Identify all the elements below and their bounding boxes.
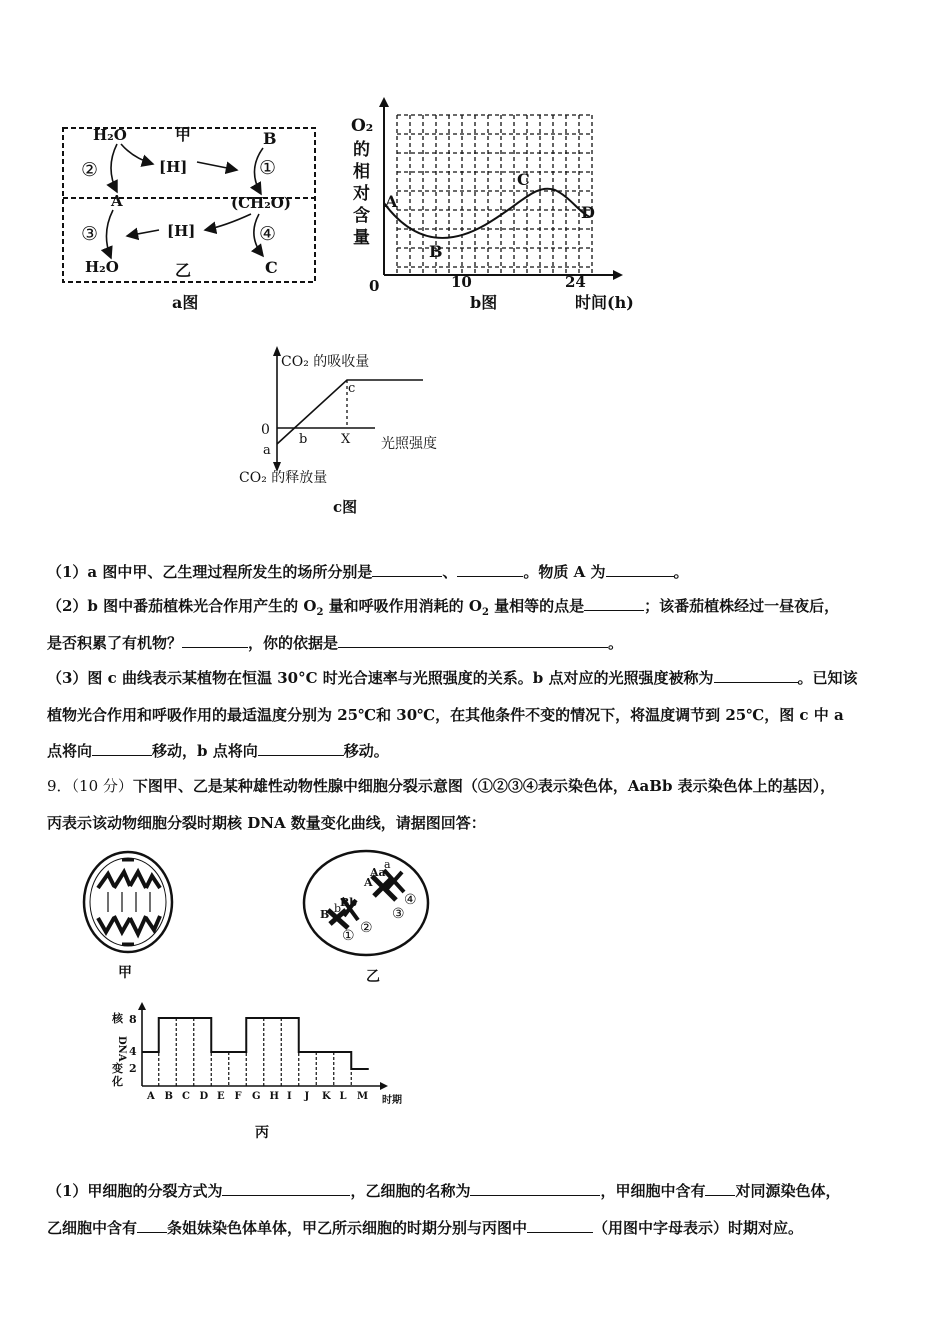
- blank-q8-9[interactable]: [258, 741, 344, 756]
- num-4: ④: [404, 892, 417, 908]
- label-num4: ④: [259, 223, 277, 245]
- q9-line-1: 9．（10 分）下图甲、乙是某种雄性动物性腺中细胞分裂示意图（①②③④表示染色体，AaBb 表示染色体上的基因），: [47, 777, 836, 795]
- cell-jia-caption: 甲: [118, 965, 132, 981]
- bing-period-C: C: [182, 1091, 190, 1102]
- num-2: ②: [360, 920, 373, 936]
- c-y-bottom-label: CO₂ 的释放量: [239, 470, 328, 486]
- q8-line-5: 植物光合作用和呼吸作用的最适温度分别为 25℃和 30℃，在其他条件不变的情况下，将温度调节到 25℃，图 c 中 a: [47, 706, 844, 724]
- b-curve: [384, 189, 590, 238]
- b-tick-0: 0: [369, 277, 380, 295]
- cell-jia-membrane: [84, 852, 172, 952]
- bing-ylabel-1: DNA: [116, 1036, 127, 1062]
- figure-b: [345, 95, 655, 295]
- b-tick-24: 24: [565, 273, 586, 291]
- figure-c-caption: c图: [333, 498, 358, 516]
- b-ylabel-5: 量: [353, 228, 370, 248]
- q8-line-1: （1）a 图中甲、乙生理过程所发生的场所分别是 、 。物质 A 为 。: [47, 563, 689, 581]
- bing-ytick-8: 8: [129, 1013, 137, 1026]
- b-ylabel-4: 含: [353, 206, 370, 226]
- chromosome-bottom-4: [146, 916, 160, 930]
- label-num2: ②: [81, 159, 99, 181]
- blank-q8-1[interactable]: [372, 562, 442, 577]
- chromosome-top-1: [98, 874, 114, 888]
- blank-q8-4[interactable]: [584, 596, 644, 611]
- b-tick-10: 10: [451, 273, 472, 291]
- gene-a: a: [384, 858, 391, 871]
- cell-yi-caption: 乙: [366, 969, 380, 985]
- q8-line-3: 是否积累了有机物？ ，你的依据是 。: [47, 634, 624, 652]
- chromosome-top-2: [114, 872, 130, 888]
- gene-bb: Bb: [340, 896, 357, 909]
- label-h-top: [H]: [159, 158, 188, 176]
- num-3: ③: [392, 906, 405, 922]
- label-num3: ③: [81, 223, 99, 245]
- blank-q9-2[interactable]: [470, 1181, 600, 1196]
- bing-ylabel-0: 核: [112, 1012, 123, 1025]
- label-h2o-top: H₂O: [93, 126, 127, 144]
- gene-a-big: A: [364, 876, 373, 889]
- q9-line-2: 丙表示该动物细胞分裂时期核 DNA 数量变化曲线，请据图回答：: [47, 814, 486, 832]
- bing-xlabel: 时期: [382, 1095, 402, 1106]
- bing-ytick-2: 2: [129, 1062, 137, 1075]
- bing-periods: [146, 1091, 368, 1102]
- blank-q9-4[interactable]: [137, 1218, 167, 1233]
- chromosome-bottom-1: [98, 918, 114, 932]
- bing-period-I: I: [287, 1091, 292, 1102]
- bing-period-M: M: [357, 1091, 369, 1102]
- figure-bing: [100, 1000, 420, 1110]
- b-ylabel-2: 相: [353, 162, 370, 182]
- bing-y-arrow: [138, 1002, 146, 1010]
- bing-period-B: B: [164, 1091, 173, 1102]
- c-xlabel: 光照强度: [381, 436, 437, 452]
- blank-q9-5[interactable]: [527, 1218, 593, 1233]
- blank-q8-8[interactable]: [92, 741, 152, 756]
- b-point-c: C: [517, 170, 530, 189]
- blank-q8-6[interactable]: [338, 633, 608, 648]
- b-ylabel-1: 的: [353, 140, 370, 160]
- figure-b-caption: b图: [470, 293, 498, 312]
- gene-b: b: [334, 902, 342, 915]
- figure-c: [235, 342, 475, 490]
- c-zero: 0: [261, 422, 270, 438]
- q9-answer-line-2: 乙细胞中含有 条姐妹染色体单体，甲乙所示细胞的时期分别与丙图中 （用图中字母表示）时期对应。: [47, 1219, 804, 1237]
- figure-bing-caption: 丙: [255, 1125, 269, 1141]
- bing-ylabel-2: 变: [112, 1062, 123, 1075]
- figure-a: [55, 118, 325, 318]
- bing-ytick-4: 4: [129, 1045, 137, 1058]
- q8-line-6: 点将向 移动，b 点将向 移动。: [47, 742, 389, 760]
- label-a: A: [111, 192, 123, 210]
- c-c: c: [348, 381, 356, 396]
- blank-q9-1[interactable]: [222, 1181, 350, 1196]
- arrow-h2o-to-h: [121, 144, 153, 164]
- b-point-b: B: [429, 242, 443, 261]
- b-ylabel-0: O₂: [351, 116, 374, 136]
- bing-period-F: F: [234, 1091, 242, 1102]
- bing-period-D: D: [199, 1091, 209, 1102]
- chromosome-top-3: [130, 872, 146, 888]
- c-x: X: [341, 432, 351, 447]
- label-h2o-bottom: H₂O: [85, 258, 119, 276]
- cell-yi: [300, 848, 432, 958]
- c-y-top-label: CO₂ 的吸收量: [281, 354, 370, 370]
- blank-q9-3[interactable]: [705, 1181, 735, 1196]
- cell-jia: [78, 848, 178, 956]
- b-y-arrow: [379, 97, 389, 107]
- num-1: ①: [342, 928, 355, 944]
- q8-line-2: （2）b 图中番茄植株光合作用产生的 $O_2$ 量和呼吸作用消耗的 $O_2$ 量相等的点是 ；该番茄植株经过一昼夜后，: [47, 597, 840, 618]
- blank-q8-3[interactable]: [606, 562, 674, 577]
- bing-period-K: K: [322, 1091, 331, 1102]
- gene-b-big: B: [320, 908, 330, 921]
- arrow-h-to-ch2o: [197, 162, 237, 170]
- arrow-a-down: [106, 210, 113, 258]
- label-num1: ①: [259, 157, 277, 179]
- label-h-bottom: [H]: [167, 222, 196, 240]
- label-jia: 甲: [175, 125, 192, 144]
- bing-ylabel-3: 化: [112, 1075, 123, 1088]
- b-point-a: A: [385, 192, 398, 211]
- chromosome-bottom-3: [130, 916, 146, 934]
- bing-period-L: L: [339, 1091, 347, 1102]
- bing-period-G: G: [252, 1091, 261, 1102]
- blank-q8-5[interactable]: [182, 633, 248, 648]
- gene-aa: Aa: [370, 866, 386, 879]
- arrow-h2o-down: [111, 144, 117, 192]
- arrow-h-to-h2o: [127, 230, 159, 236]
- c-y-arrow-up: [273, 346, 281, 356]
- spindle-lines: [108, 892, 150, 912]
- blank-q8-7[interactable]: [714, 668, 798, 683]
- chromosome-bottom-2: [114, 916, 130, 932]
- arrow-ch2o-to-h: [205, 214, 251, 230]
- b-x-arrow: [613, 270, 623, 280]
- q8-line-4: （3）图 c 曲线表示某植物在恒温 30°C 时光合速率与光照强度的关系。b 点对应的光照强度被称为 。已知该: [47, 669, 858, 687]
- figure-b-xlabel: 时间(h): [575, 293, 634, 312]
- bing-period-A: A: [147, 1091, 155, 1102]
- c-b: b: [299, 432, 308, 447]
- q9-answer-line-1: （1）甲细胞的分裂方式为 ，乙细胞的名称为 ，甲细胞中含有 对同源染色体，: [47, 1182, 841, 1200]
- c-a: a: [263, 443, 271, 458]
- chromosome-top-4: [146, 876, 160, 888]
- bing-period-E: E: [217, 1091, 225, 1102]
- label-b: B: [263, 129, 277, 148]
- bing-x-arrow: [380, 1082, 388, 1090]
- b-point-d: D: [581, 203, 595, 222]
- bing-period-H: H: [269, 1091, 279, 1102]
- label-ch2o: (CH₂O): [231, 194, 291, 212]
- label-yi: 乙: [175, 261, 192, 280]
- label-c: C: [265, 258, 278, 277]
- b-ylabel-3: 对: [353, 184, 370, 204]
- blank-q8-2[interactable]: [457, 562, 523, 577]
- figure-a-caption: a图: [172, 293, 199, 312]
- bing-period-J: J: [304, 1091, 310, 1102]
